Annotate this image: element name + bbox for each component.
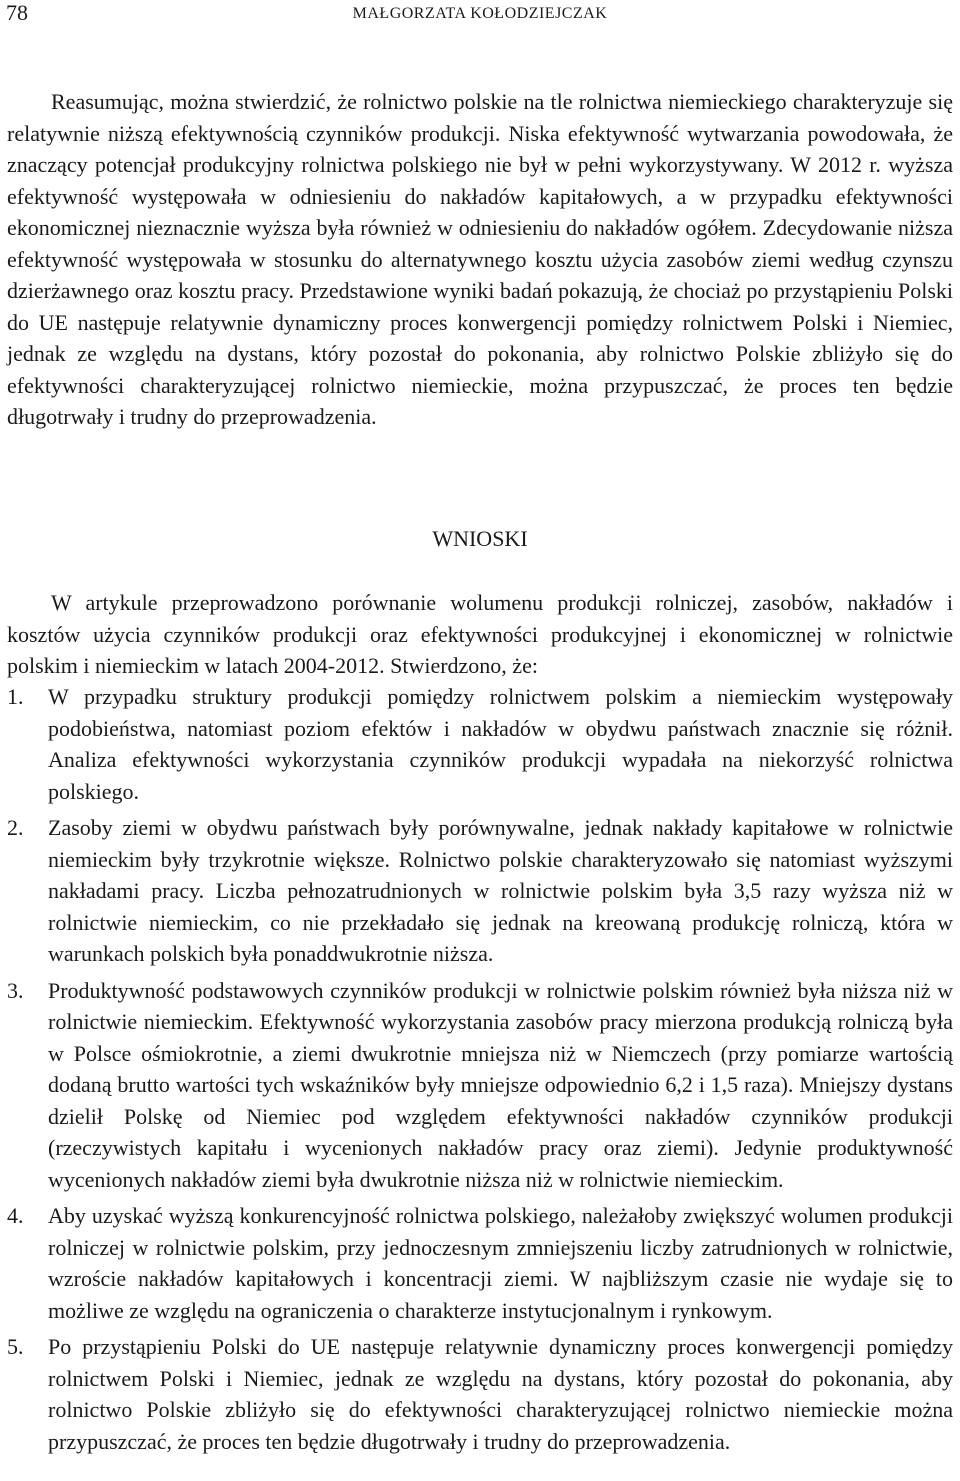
page-number: 78: [6, 0, 28, 25]
conclusion-item: [7, 1331, 953, 1457]
running-head: [0, 0, 960, 30]
conclusion-item: [7, 681, 953, 807]
conclusion-text: Aby uzyskać wyższą konkurencyjność rolnictwa polskiego, należałoby zwiększyć wolumen produkcji rolniczej w rolnictwie polskim, przy jednoczesnym zmniejszeniu liczby zatrudnionych w rolnictwie, wzroście nakładów kapitałowych i koncentracji ziemi. W najbliższym czasie nie wydaje się to możliwe ze względu na ograniczenia o charakterze instytucjonalnym i rynkowym.: [48, 1203, 953, 1323]
conclusion-text: W przypadku struktury produkcji pomiędzy rolnictwem polskim a niemieckim występowały podobieństwa, natomiast poziom efektów i nakładów w obydwu państwach znacznie się różnił. Analiza efektywności wykorzystania czynników produkcji wypadała na niekorzyść rolnictwa polskiego.: [48, 684, 953, 804]
conclusion-text: Zasoby ziemi w obydwu państwach były porównywalne, jednak nakłady kapitałowe w rolnictwie niemieckim były trzykrotnie większe. Rolnictwo polskie charakteryzowało się natomiast wyższymi nakładami pracy. Liczba pełnozatrudnionych w rolnictwie polskim była 3,5 razy wyższa niż w rolnictwie niemieckim, co nie przekładało się jednak na kreowaną produkcję rolniczą, która w warunkach polskich była ponaddwukrotnie niższa.: [48, 815, 953, 966]
conclusion-item: [7, 975, 953, 1196]
conclusion-number: 3.: [7, 977, 24, 1003]
conclusion-item: [7, 1200, 953, 1326]
summary-paragraph: Reasumując, można stwierdzić, że rolnictwo polskie na tle rolnictwa niemieckiego charakteryzuje się relatywnie niższą efektywnością czynników produkcji. Niska efektywność wytwarzania powodowała, że znaczący potencjał produkcyjny rolnictwa polskiego nie był w pełni wykorzystywany. W 2012 r. wyższa efektywność występowała w odniesieniu do nakładów kapitałowych, a w przypadku efektywności ekonomicznej nieznacznie wyższa była również w odniesieniu do nakładów ogółem. Zdecydowanie niższa efektywność występowała w stosunku do alternatywnego kosztu użycia zasobów ziemi według czynszu dzierżawnego oraz kosztu pracy. Przedstawione wyniki badań pokazują, że chociaż po przystąpieniu Polski do UE następuje relatywnie dynamiczny proces konwergencji pomiędzy rolnictwem Polski i Niemiec, jednak ze względu na dystans, który pozostał do pokonania, aby rolnictwo Polskie zbliżyło się do efektywności charakteryzującej rolnictwo niemieckie, można przypuszczać, że proces ten będzie długotrwały i trudny do przeprowadzenia.: [7, 89, 953, 429]
conclusion-item: [7, 812, 953, 970]
conclusions-list: [7, 681, 953, 1462]
conclusion-text: Produktywność podstawowych czynników produkcji w rolnictwie polskim również była niższa niż w rolnictwie niemieckim. Efektywność wykorzystania zasobów pracy mierzona produkcją rolniczą była w Polsce ośmiokrotnie, a ziemi dwukrotnie mniejsza niż w Niemczech (przy pomiarze wartością dodaną brutto wartości tych wskaźników były mniejsze odpowiednio 6,2 i 1,5 raza). Mniejszy dystans dzielił Polskę od Niemiec pod względem efektywności nakładów czynników produkcji (rzeczywistych kapitału i wycenionych nakładów pracy oraz ziemi). Jedynie produktywność wycenionych nakładów ziemi była dwukrotnie niższa niż w rolnictwie niemieckim.: [48, 977, 953, 1192]
conclusion-number: 1.: [7, 684, 24, 709]
running-title: MAŁGORZATA KOŁODZIEJCZAK: [352, 5, 608, 22]
conclusion-number: 5.: [7, 1334, 24, 1359]
conclusion-number: 2.: [7, 815, 24, 840]
conclusion-text: Po przystąpieniu Polski do UE następuje relatywnie dynamiczny proces konwergencji pomiędzy rolnictwem Polski i Niemiec, jednak ze względu na dystans, który pozostał do pokonania, aby rolnictwo Polskie zbliżyło się do efektywności charakteryzującej rolnictwo niemieckie można przypuszczać, że proces ten będzie długotrwały i trudny do przeprowadzenia.: [48, 1334, 953, 1454]
section-heading: WNIOSKI: [432, 526, 528, 551]
conclusion-number: 4.: [7, 1203, 24, 1228]
conclusions-intro-paragraph: W artykule przeprowadzono porównanie wolumenu produkcji rolniczej, zasobów, nakładów i kosztów użycia czynników produkcji oraz efektywności produkcyjnej i ekonomicznej w rolnictwie polskim i niemieckim w latach 2004-2012. Stwierdzono, że:: [7, 590, 953, 678]
